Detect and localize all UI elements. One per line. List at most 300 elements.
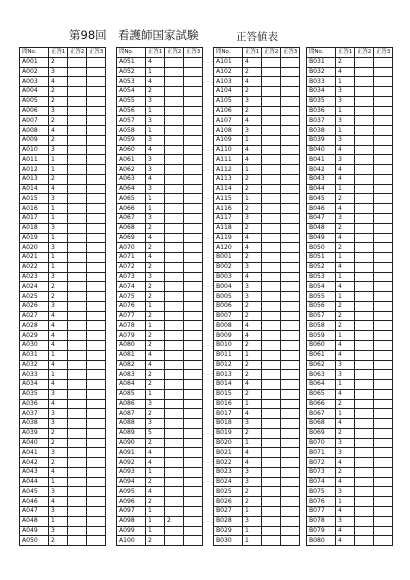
answer-cell [165,506,184,516]
answer-cell [262,497,281,507]
answer-cell [184,506,203,516]
answer-cell [184,57,203,67]
answer-cell: 1 [243,506,262,516]
column-header: 正答2 [355,48,374,58]
answer-cell [165,233,184,243]
answer-cell [281,311,300,321]
table-row [117,155,203,165]
question-number: B048 [307,223,336,233]
table-row [20,350,106,360]
question-number: B017 [214,409,243,419]
answer-table-3 [213,47,300,546]
answer-cell [184,262,203,272]
question-number: B076 [307,497,336,507]
question-number: A106 [214,106,243,116]
question-number: A114 [214,184,243,194]
question-number: A024 [20,282,49,292]
table-row [214,292,300,302]
table-row [20,321,106,331]
table-row [117,253,203,263]
answer-cell [355,448,374,458]
question-number: A098 [117,516,146,526]
answer-cell: 2 [243,487,262,497]
answer-cell: 1 [243,165,262,175]
answer-cell: 3 [49,301,68,311]
question-number: A056 [117,106,146,116]
answer-cell: 2 [165,516,184,526]
answer-cell: 3 [49,389,68,399]
answer-cell [281,438,300,448]
answer-cell [68,214,87,224]
answer-cell: 2 [146,370,165,380]
answer-cell: 2 [243,389,262,399]
answer-cell: 1 [243,399,262,409]
answer-cell: 2 [336,311,355,321]
answer-cell [184,155,203,165]
table-row [307,370,393,380]
answer-cell [355,497,374,507]
question-number: A082 [117,360,146,370]
question-number: A108 [214,126,243,136]
question-number: B026 [214,497,243,507]
answer-cell: 2 [146,438,165,448]
table-row [214,135,300,145]
question-number: B013 [214,370,243,380]
answer-cell: 2 [146,243,165,253]
question-number: A080 [117,340,146,350]
table-row [117,497,203,507]
answer-cell [165,350,184,360]
answer-cell [355,311,374,321]
question-number: A055 [117,96,146,106]
question-number: A021 [20,253,49,263]
table-row [214,389,300,399]
answer-cell [165,467,184,477]
table-row [117,204,203,214]
answer-cell [165,399,184,409]
answer-cell [281,67,300,77]
answer-cell [374,301,393,311]
question-number: A002 [20,67,49,77]
question-number: B031 [307,57,336,67]
answer-cell: 1 [336,380,355,390]
answer-cell [68,350,87,360]
answer-cell: 1 [243,350,262,360]
table-row [117,458,203,468]
table-header-row [307,48,393,58]
answer-cell [87,419,106,429]
answer-cell [262,409,281,419]
question-number: A071 [117,253,146,263]
table-row [214,467,300,477]
answer-cell [184,106,203,116]
question-number: A069 [117,233,146,243]
table-row [20,516,106,526]
question-number: A087 [117,409,146,419]
question-number: A031 [20,350,49,360]
question-number: A085 [117,389,146,399]
question-number: A113 [214,174,243,184]
answer-cell [87,204,106,214]
answer-cell [87,428,106,438]
table-row [214,253,300,263]
answer-cell: 4 [336,145,355,155]
table-row [214,282,300,292]
answer-cell [355,506,374,516]
table-row [117,419,203,429]
answer-cell [87,77,106,87]
answer-cell [281,526,300,536]
answer-cell [87,516,106,526]
answer-cell [68,145,87,155]
table-header-row [117,48,203,58]
answer-cell [262,223,281,233]
answer-cell [262,399,281,409]
answer-cell [165,223,184,233]
answer-cell [87,321,106,331]
answer-cell: 4 [336,67,355,77]
answer-cell [87,360,106,370]
answer-cell: 2 [49,116,68,126]
answer-cell [262,360,281,370]
question-number: B003 [214,272,243,282]
answer-cell [355,380,374,390]
answer-cell: 2 [243,370,262,380]
answer-cell: 3 [336,516,355,526]
answer-cell [68,272,87,282]
answer-cell [374,67,393,77]
question-number: A094 [117,477,146,487]
answer-cell [374,340,393,350]
question-number: A119 [214,233,243,243]
answer-cell: 1 [146,194,165,204]
table-row [20,214,106,224]
table-row [20,487,106,497]
answer-cell [374,360,393,370]
question-number: B037 [307,116,336,126]
answer-cell: 4 [49,399,68,409]
answer-cell [262,389,281,399]
question-number: A016 [20,204,49,214]
table-row [214,340,300,350]
question-number: A043 [20,467,49,477]
question-number: A038 [20,419,49,429]
answer-cell: 4 [243,233,262,243]
answer-cell [184,321,203,331]
answer-cell [87,350,106,360]
answer-cell [87,409,106,419]
answer-cell [262,526,281,536]
answer-cell: 4 [146,448,165,458]
question-number: B019 [214,428,243,438]
answer-cell [374,174,393,184]
question-number: A097 [117,506,146,516]
answer-cell: 2 [336,194,355,204]
answer-cell [262,448,281,458]
answer-cell [355,214,374,224]
answer-cell [262,77,281,87]
answer-cell: 2 [146,282,165,292]
answer-cell [374,467,393,477]
answer-cell: 3 [49,194,68,204]
question-number: A037 [20,409,49,419]
answer-cell: 1 [49,204,68,214]
table-row [117,311,203,321]
answer-cell [68,184,87,194]
answer-cell: 4 [243,321,262,331]
answer-cell [68,428,87,438]
answer-cell [262,194,281,204]
answer-cell [374,194,393,204]
answer-cell [184,282,203,292]
answer-cell [374,272,393,282]
answer-cell [165,184,184,194]
table-row [214,194,300,204]
table-row [214,331,300,341]
column-header: 正答1 [243,48,262,58]
answer-cell [355,467,374,477]
answer-cell [87,340,106,350]
answer-cell: 1 [49,477,68,487]
answer-cell: 4 [243,145,262,155]
question-number: A030 [20,340,49,350]
answer-cell [262,487,281,497]
answer-cell [262,340,281,350]
question-number: A005 [20,96,49,106]
question-number: B035 [307,96,336,106]
answer-cell: 2 [146,331,165,341]
answer-cell [68,340,87,350]
question-number: A068 [117,223,146,233]
answer-cell [374,243,393,253]
answer-cell [68,516,87,526]
answer-cell [374,253,393,263]
table-row [20,155,106,165]
answer-cell [87,145,106,155]
table-row [307,262,393,272]
table-row [117,67,203,77]
answer-cell: 4 [336,350,355,360]
answer-cell [184,428,203,438]
answer-cell [184,135,203,145]
answer-cell [184,340,203,350]
answer-cell: 2 [243,67,262,77]
answer-cell [184,243,203,253]
table-row [117,506,203,516]
answer-cell [374,57,393,67]
answer-cell [184,67,203,77]
question-number: A112 [214,165,243,175]
answer-cell [165,419,184,429]
table-row [307,389,393,399]
table-row [117,487,203,497]
table-row [117,438,203,448]
answer-cell [184,409,203,419]
answer-cell [68,409,87,419]
answer-cell: 2 [146,536,165,546]
answer-cell [374,87,393,97]
table-row [214,536,300,546]
answer-cell [68,262,87,272]
answer-cell: 2 [243,301,262,311]
question-number: B053 [307,272,336,282]
answer-cell [281,282,300,292]
answer-cell: 3 [243,126,262,136]
answer-cell [184,223,203,233]
answer-cell [374,116,393,126]
table-row [20,233,106,243]
table-row [214,516,300,526]
answer-cell: 1 [49,516,68,526]
question-number: A049 [20,526,49,536]
table-row [307,223,393,233]
table-row [117,116,203,126]
table-row [307,292,393,302]
answer-cell [374,506,393,516]
table-row [20,311,106,321]
answer-cell [262,428,281,438]
answer-cell [355,272,374,282]
answer-cell: 3 [336,438,355,448]
answer-cell [68,165,87,175]
answer-cell: 4 [336,506,355,516]
answer-cell [374,135,393,145]
answer-cell: 3 [146,135,165,145]
answer-cell [355,174,374,184]
answer-cell [355,350,374,360]
answer-cell [355,409,374,419]
answer-cell: 1 [146,506,165,516]
question-number: A101 [214,57,243,67]
table-row [20,360,106,370]
table-row [20,272,106,282]
answer-cell [87,380,106,390]
answer-cell: 2 [146,409,165,419]
answer-cell [355,438,374,448]
question-number: A065 [117,194,146,204]
answer-cell [374,165,393,175]
answer-cell [262,165,281,175]
answer-cell [165,311,184,321]
table-row [214,370,300,380]
answer-cell [165,214,184,224]
answer-cell: 1 [243,536,262,546]
table-row [117,467,203,477]
answer-cell [355,331,374,341]
table-row [214,311,300,321]
table-row [20,106,106,116]
answer-cell: 3 [49,67,68,77]
answer-cell [68,301,87,311]
question-number: B022 [214,458,243,468]
answer-cell [165,487,184,497]
answer-cell: 3 [49,223,68,233]
answer-cell [87,438,106,448]
question-number: A107 [214,116,243,126]
answer-cell [355,155,374,165]
answer-cell: 3 [49,272,68,282]
answer-cell [165,409,184,419]
question-number: B023 [214,467,243,477]
answer-cell: 4 [146,174,165,184]
table-row [214,145,300,155]
table-row [20,253,106,263]
question-number: B077 [307,506,336,516]
question-number: A017 [20,214,49,224]
table-row [20,292,106,302]
answer-cell: 4 [146,458,165,468]
answer-cell [262,243,281,253]
answer-cell [281,409,300,419]
answer-cell [184,272,203,282]
question-number: B007 [214,311,243,321]
answer-cell [68,438,87,448]
answer-cell [262,506,281,516]
answer-cell [87,370,106,380]
question-number: B030 [214,536,243,546]
answer-cell [184,126,203,136]
table-title: 正答値表 [236,31,278,43]
question-number: B008 [214,321,243,331]
table-row [117,262,203,272]
answer-cell [87,87,106,97]
answer-table-2 [116,47,203,546]
question-number: A054 [117,87,146,97]
answer-cell: 4 [243,272,262,282]
answer-cell [87,184,106,194]
answer-cell [281,477,300,487]
table-row [307,96,393,106]
question-number: B073 [307,467,336,477]
answer-cell: 4 [243,155,262,165]
column-header: 正答1 [336,48,355,58]
answer-cell [355,126,374,136]
question-number: B054 [307,282,336,292]
answer-cell [262,477,281,487]
answer-cell: 4 [336,340,355,350]
answer-cell [355,487,374,497]
answer-cell: 1 [243,438,262,448]
question-number: A120 [214,243,243,253]
answer-cell: 3 [243,516,262,526]
answer-cell [355,77,374,87]
table-row [20,282,106,292]
answer-cell [374,389,393,399]
table-row [307,399,393,409]
table-row [20,380,106,390]
table-row [214,506,300,516]
question-number: B004 [214,282,243,292]
answer-cell [87,331,106,341]
question-number: B032 [307,67,336,77]
answer-cell [262,67,281,77]
answer-cell: 1 [49,253,68,263]
answer-cell [281,223,300,233]
answer-cell [68,223,87,233]
answer-cell: 4 [49,126,68,136]
answer-cell [165,428,184,438]
table-row [214,448,300,458]
answer-cell: 3 [49,419,68,429]
table-row [214,243,300,253]
answer-cell [355,96,374,106]
answer-cell [165,67,184,77]
answer-cell [262,282,281,292]
answer-cell [184,331,203,341]
table-row [214,428,300,438]
answer-cell: 1 [243,526,262,536]
question-number: A044 [20,477,49,487]
